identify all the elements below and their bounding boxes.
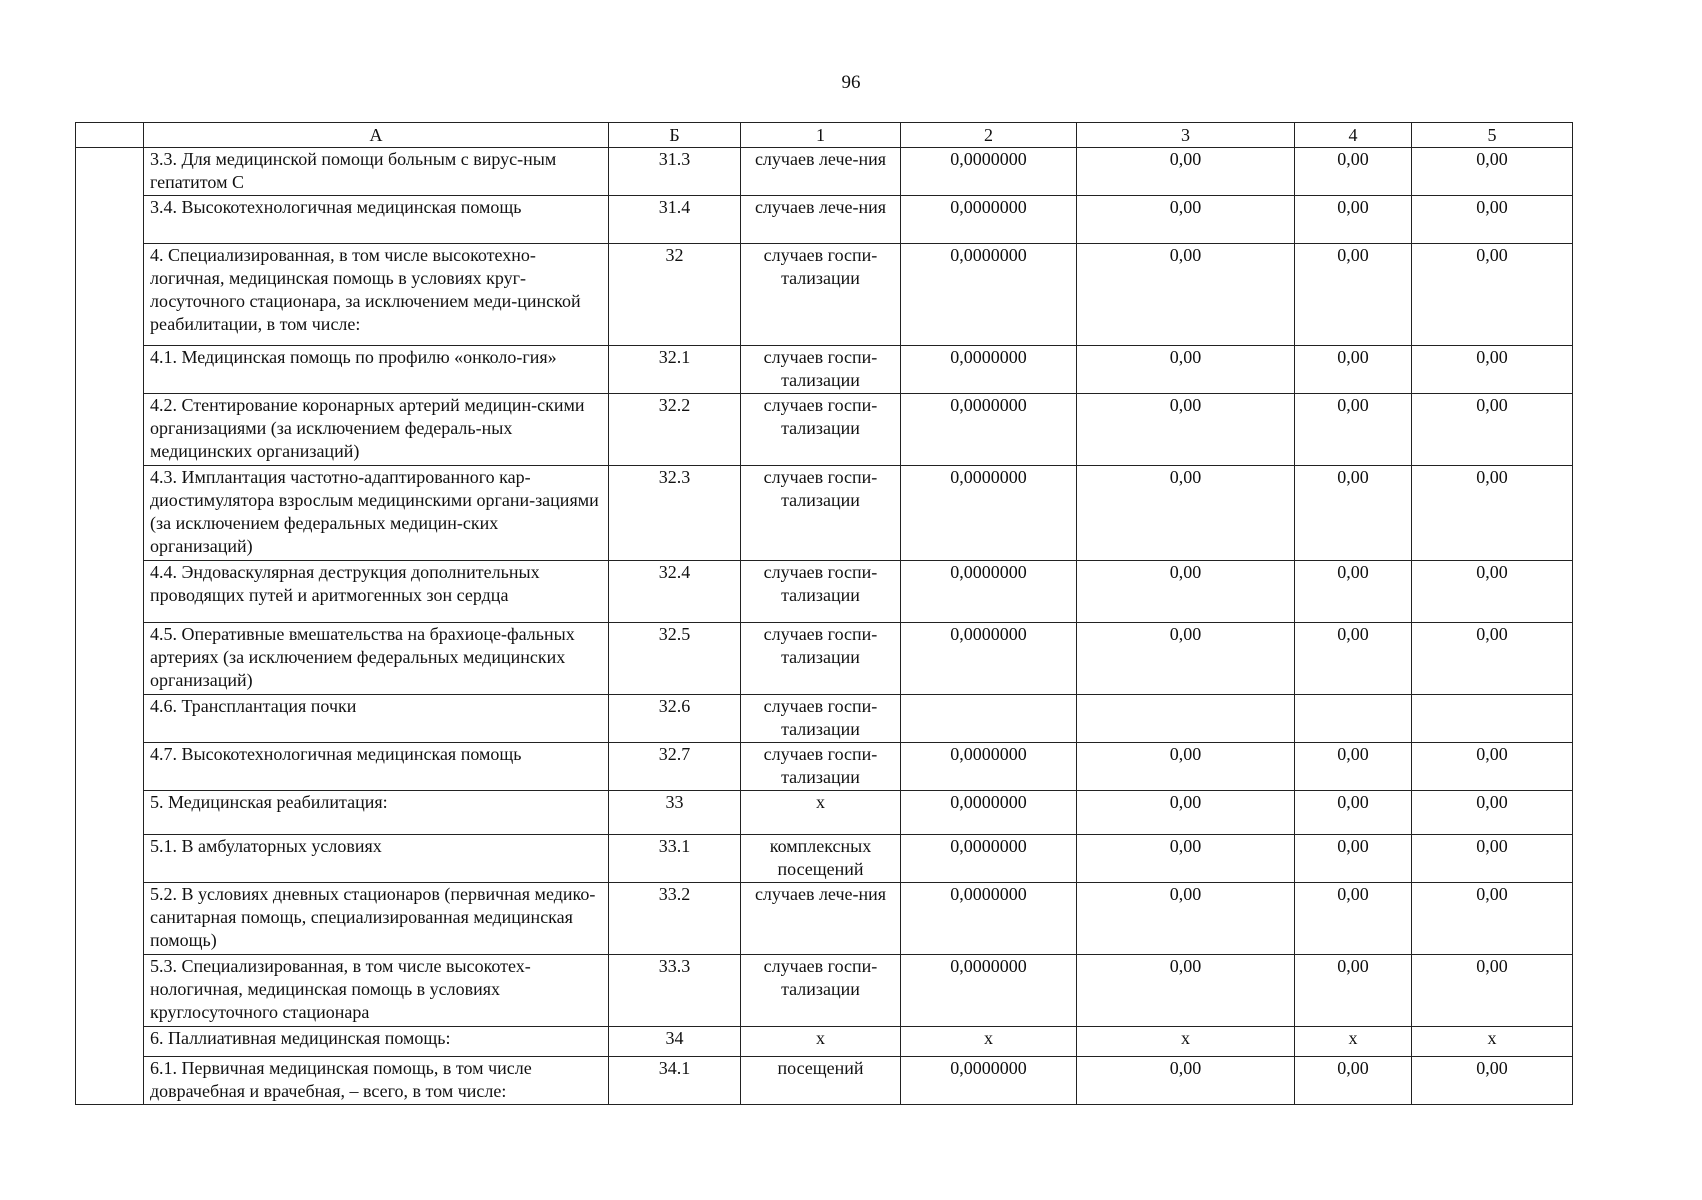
cell-name: 4.5. Оперативные вмешательства на брахиоце-фальных артериях (за исключением федеральных медицинских организаций) [144,623,609,695]
table-row [76,148,1573,196]
cell-name: 3.3. Для медицинской помощи больным с вирус-ным гепатитом С [144,148,609,196]
table-body [76,148,1573,1105]
table-row [76,743,1573,791]
cell-col2: 0,0000000 [901,791,1077,835]
cell-code: 32.5 [609,623,741,695]
cell-code: 31.4 [609,196,741,244]
cell-code: 31.3 [609,148,741,196]
cell-col2: 0,0000000 [901,743,1077,791]
cell-col5: 0,00 [1412,346,1573,394]
cell-col2 [901,695,1077,743]
row-stub-cell [76,466,144,561]
cell-unit: случаев лече-ния [741,148,901,196]
cell-col5: 0,00 [1412,835,1573,883]
cell-col2: 0,0000000 [901,346,1077,394]
cell-col4: 0,00 [1295,394,1412,466]
cell-col4: 0,00 [1295,346,1412,394]
cell-col2: 0,0000000 [901,196,1077,244]
cell-name: 4.6. Трансплантация почки [144,695,609,743]
cell-col5: 0,00 [1412,148,1573,196]
row-stub-cell [76,695,144,743]
header-cell-3: 3 [1077,123,1295,148]
cell-col4: 0,00 [1295,743,1412,791]
row-stub-cell [76,244,144,346]
cell-name: 4.3. Имплантация частотно-адаптированного кар-диостимулятора взрослым медицинскими органи-зациями (за исключением федеральных медицин-ских организаций) [144,466,609,561]
cell-col3: 0,00 [1077,1057,1295,1105]
cell-name: 4.2. Стентирование коронарных артерий медицин-скими организациями (за исключением федераль-ных медицинских организаций) [144,394,609,466]
cell-code: 32.1 [609,346,741,394]
cell-code: 32.4 [609,561,741,623]
header-cell-stub [76,123,144,148]
cell-col3: 0,00 [1077,791,1295,835]
row-stub-cell [76,955,144,1027]
cell-col2: 0,0000000 [901,623,1077,695]
cell-col4: 0,00 [1295,623,1412,695]
table-row [76,244,1573,346]
cell-name: 5.2. В условиях дневных стационаров (первичная медико-санитарная помощь, специализированная медицинская помощь) [144,883,609,955]
cell-col2: 0,0000000 [901,244,1077,346]
row-stub-cell [76,1027,144,1057]
cell-code: 33.2 [609,883,741,955]
header-cell-b: Б [609,123,741,148]
cell-col4: х [1295,1027,1412,1057]
cell-col5: 0,00 [1412,623,1573,695]
cell-col2: 0,0000000 [901,1057,1077,1105]
table-row [76,955,1573,1027]
cell-name: 5.3. Специализированная, в том числе высокотех-нологичная, медицинская помощь в условиях круглосуточного стационара [144,955,609,1027]
row-stub-cell [76,196,144,244]
table-row [76,394,1573,466]
header-row [76,123,1573,148]
cell-col5 [1412,695,1573,743]
cell-col3: 0,00 [1077,743,1295,791]
cell-col3: 0,00 [1077,244,1295,346]
cell-unit: случаев госпи-тализации [741,695,901,743]
cell-col5: 0,00 [1412,466,1573,561]
table-row [76,883,1573,955]
table-row [76,623,1573,695]
cell-unit: случаев госпи-тализации [741,466,901,561]
row-stub-cell [76,346,144,394]
cell-unit: случаев лече-ния [741,883,901,955]
cell-col4: 0,00 [1295,466,1412,561]
cell-col3: 0,00 [1077,561,1295,623]
cell-unit: случаев госпи-тализации [741,743,901,791]
table-row [76,561,1573,623]
cell-col3: 0,00 [1077,148,1295,196]
row-stub-cell [76,791,144,835]
cell-code: 32.6 [609,695,741,743]
cell-col5: 0,00 [1412,244,1573,346]
cell-col2: 0,0000000 [901,394,1077,466]
cell-col3: 0,00 [1077,466,1295,561]
cell-name: 6.1. Первичная медицинская помощь, в том числе доврачебная и врачебная, – всего, в том числе: [144,1057,609,1105]
row-stub-cell [76,1057,144,1105]
cell-col5: 0,00 [1412,561,1573,623]
cell-col2: 0,0000000 [901,835,1077,883]
cell-col5: 0,00 [1412,883,1573,955]
table-row [76,791,1573,835]
row-stub-cell [76,835,144,883]
cell-col4 [1295,695,1412,743]
row-stub-cell [76,148,144,196]
cell-col3: 0,00 [1077,346,1295,394]
cell-code: 32.3 [609,466,741,561]
cell-col3: 0,00 [1077,883,1295,955]
cell-col3: 0,00 [1077,394,1295,466]
cell-col3: 0,00 [1077,955,1295,1027]
row-stub-cell [76,883,144,955]
cell-col4: 0,00 [1295,561,1412,623]
cell-col2: 0,0000000 [901,955,1077,1027]
cell-unit: комплексных посещений [741,835,901,883]
cell-col4: 0,00 [1295,883,1412,955]
cell-unit: случаев госпи-тализации [741,561,901,623]
table-row [76,835,1573,883]
cell-unit: случаев госпи-тализации [741,955,901,1027]
cell-unit: случаев госпи-тализации [741,394,901,466]
cell-col4: 0,00 [1295,148,1412,196]
cell-code: 32 [609,244,741,346]
cell-col5: 0,00 [1412,394,1573,466]
header-cell-1: 1 [741,123,901,148]
header-cell-5: 5 [1412,123,1573,148]
cell-col4: 0,00 [1295,955,1412,1027]
cell-col4: 0,00 [1295,1057,1412,1105]
cell-code: 32.7 [609,743,741,791]
cell-code: 32.2 [609,394,741,466]
cell-col5: 0,00 [1412,791,1573,835]
cell-col2: х [901,1027,1077,1057]
cell-code: 34 [609,1027,741,1057]
cell-unit: случаев лече-ния [741,196,901,244]
cell-name: 5. Медицинская реабилитация: [144,791,609,835]
header-cell-4: 4 [1295,123,1412,148]
cell-col5: 0,00 [1412,743,1573,791]
cell-col3: 0,00 [1077,835,1295,883]
cell-col5: 0,00 [1412,955,1573,1027]
header-cell-a: А [144,123,609,148]
table-row [76,196,1573,244]
cell-col4: 0,00 [1295,791,1412,835]
cell-name: 6. Паллиативная медицинская помощь: [144,1027,609,1057]
cell-code: 33.1 [609,835,741,883]
cell-code: 34.1 [609,1057,741,1105]
cell-col4: 0,00 [1295,244,1412,346]
cell-unit: случаев госпи-тализации [741,623,901,695]
cell-name: 4. Специализированная, в том числе высокотехно-логичная, медицинская помощь в условиях круг-лосуточного стационара, за исключением меди-цинской реабилитации, в том числе: [144,244,609,346]
row-stub-cell [76,743,144,791]
cell-unit: х [741,1027,901,1057]
cell-col2: 0,0000000 [901,561,1077,623]
cell-name: 4.7. Высокотехнологичная медицинская помощь [144,743,609,791]
header-cell-2: 2 [901,123,1077,148]
table-row [76,346,1573,394]
cell-col4: 0,00 [1295,196,1412,244]
cell-unit: посещений [741,1057,901,1105]
cell-col5: х [1412,1027,1573,1057]
cell-col5: 0,00 [1412,1057,1573,1105]
cell-col3: х [1077,1027,1295,1057]
cell-unit: х [741,791,901,835]
cell-code: 33.3 [609,955,741,1027]
data-table [75,122,1573,1105]
cell-name: 3.4. Высокотехнологичная медицинская помощь [144,196,609,244]
cell-col3: 0,00 [1077,623,1295,695]
cell-col2: 0,0000000 [901,466,1077,561]
cell-name: 4.1. Медицинская помощь по профилю «онколо-гия» [144,346,609,394]
cell-col3 [1077,695,1295,743]
cell-code: 33 [609,791,741,835]
cell-name: 5.1. В амбулаторных условиях [144,835,609,883]
cell-unit: случаев госпи-тализации [741,346,901,394]
row-stub-cell [76,623,144,695]
table-row [76,1057,1573,1105]
cell-name: 4.4. Эндоваскулярная деструкция дополнительных проводящих путей и аритмогенных зон сердца [144,561,609,623]
cell-col4: 0,00 [1295,835,1412,883]
cell-col2: 0,0000000 [901,883,1077,955]
cell-col5: 0,00 [1412,196,1573,244]
row-stub-cell [76,561,144,623]
cell-col2: 0,0000000 [901,148,1077,196]
table-row [76,466,1573,561]
cell-unit: случаев госпи-тализации [741,244,901,346]
page-number: 96 [841,72,861,93]
row-stub-cell [76,394,144,466]
table-row [76,1027,1573,1057]
cell-col3: 0,00 [1077,196,1295,244]
table-row [76,695,1573,743]
